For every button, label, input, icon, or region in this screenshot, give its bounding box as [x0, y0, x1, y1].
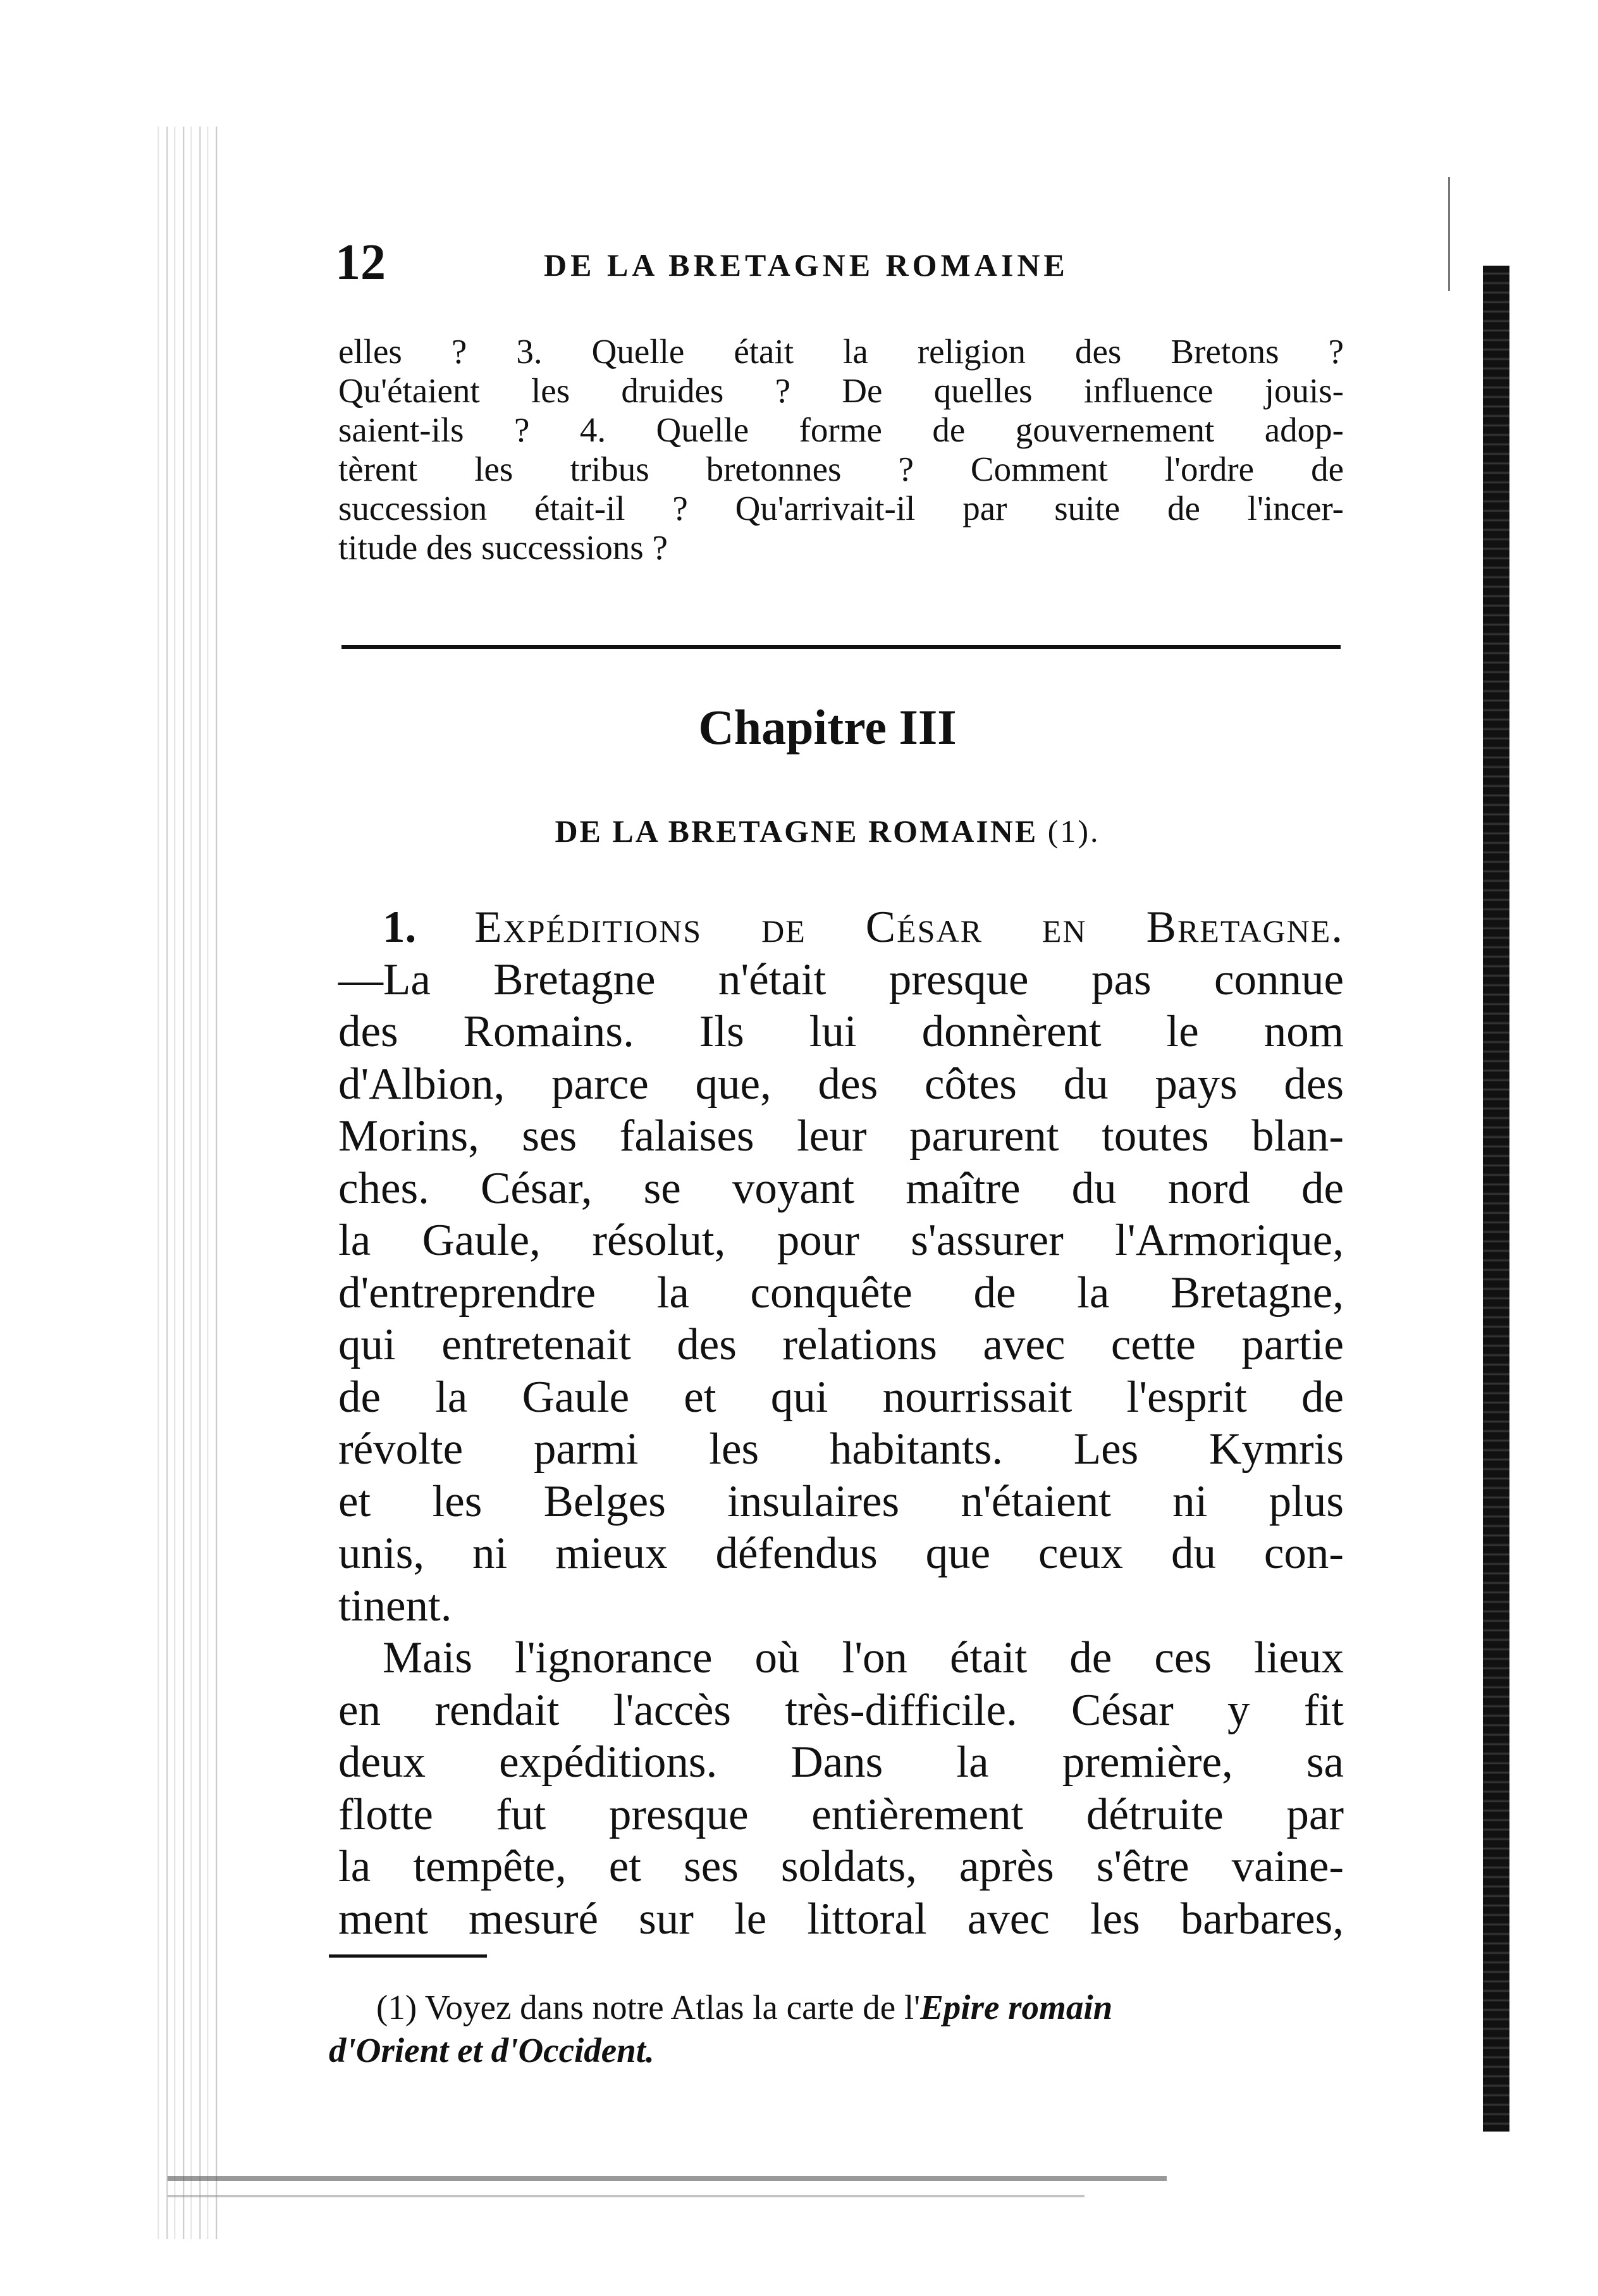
footnote-italic-line: d'Orient et d'Occident. — [329, 2031, 655, 2070]
body-line: deux expéditions. Dans la première, sa — [338, 1737, 1344, 1787]
body-line: unis, ni mieux défendus que ceux du con- — [338, 1529, 1344, 1578]
body-line: flotte fut presque entièrement détruite par — [338, 1789, 1344, 1839]
body-line: d'Albion, parce que, des côtes du pays des — [338, 1059, 1344, 1109]
footnote-marker: (1) — [376, 1988, 417, 2027]
body-line: des Romains. Ils lui donnèrent le nom — [338, 1007, 1344, 1056]
scan-right-mark — [1448, 177, 1450, 291]
section-heading — [338, 901, 1344, 954]
body-line: la Gaule, résolut, pour s'assurer l'Armorique, — [338, 1216, 1344, 1265]
chapter-subtitle — [0, 813, 1598, 849]
chapter-body — [338, 901, 1344, 1945]
body-line: ches. César, se voyant maître du nord de — [338, 1163, 1344, 1213]
question-line: Qu'étaient les druides ? De quelles influence jouis- — [338, 371, 1344, 410]
review-questions — [338, 332, 1344, 567]
section-divider — [341, 645, 1341, 649]
scan-binding-edge — [152, 127, 221, 2239]
chapter-subtitle-note: (1). — [1047, 813, 1100, 849]
scan-right-edge — [1483, 266, 1509, 2132]
body-line: et les Belges insulaires n'étaient ni plus — [338, 1476, 1344, 1526]
body-line: tinent. — [338, 1581, 452, 1631]
body-line: Mais l'ignorance où l'on était de ces lieux — [383, 1633, 1344, 1682]
section-title: Expéditions de César en Bretagne. — [474, 903, 1344, 952]
scan-bottom-edge — [168, 2176, 1167, 2181]
body-line: la tempête, et ses soldats, après s'être vaine- — [338, 1842, 1344, 1891]
running-head: DE LA BRETAGNE ROMAINE — [544, 247, 1069, 283]
footnote-text: Voyez dans notre Atlas la carte de l' — [424, 1988, 921, 2027]
question-line: tèrent les tribus bretonnes ? Comment l'ordre de — [338, 450, 1344, 488]
body-line: qui entretenait des relations avec cette partie — [338, 1320, 1344, 1369]
footnote-divider — [329, 1954, 487, 1958]
footnote — [329, 1986, 1347, 2072]
body-line: révolte parmi les habitants. Les Kymris — [338, 1424, 1344, 1474]
question-line: saient-ils ? 4. Quelle forme de gouvernement adop- — [338, 410, 1344, 449]
body-line: —La Bretagne n'était presque pas connue — [338, 954, 1344, 1004]
body-line: ment mesuré sur le littoral avec les barbares, — [338, 1894, 1344, 1944]
scan-bottom-edge-2 — [168, 2195, 1085, 2197]
body-line: de la Gaule et qui nourrissait l'esprit de — [338, 1372, 1344, 1422]
chapter-subtitle-text: DE LA BRETAGNE ROMAINE — [555, 813, 1038, 849]
question-line: elles ? 3. Quelle était la religion des Bretons ? — [338, 332, 1344, 371]
chapter-title: Chapitre III — [698, 700, 957, 755]
question-line: titude des successions ? — [338, 528, 668, 567]
body-line: Morins, ses falaises leur parurent toutes blan- — [338, 1111, 1344, 1161]
body-line: d'entreprendre la conquête de la Bretagne, — [338, 1268, 1344, 1318]
page-header — [335, 234, 1347, 291]
page-number: 12 — [335, 235, 386, 290]
footnote-line — [329, 1986, 1347, 2029]
question-line: succession était-il ? Qu'arrivait-il par suite de l'incer- — [338, 489, 1344, 528]
body-line: en rendait l'accès très-difficile. César y fit — [338, 1685, 1344, 1735]
section-number: 1. — [383, 903, 417, 952]
footnote-italic: Epire romain — [920, 1988, 1113, 2027]
